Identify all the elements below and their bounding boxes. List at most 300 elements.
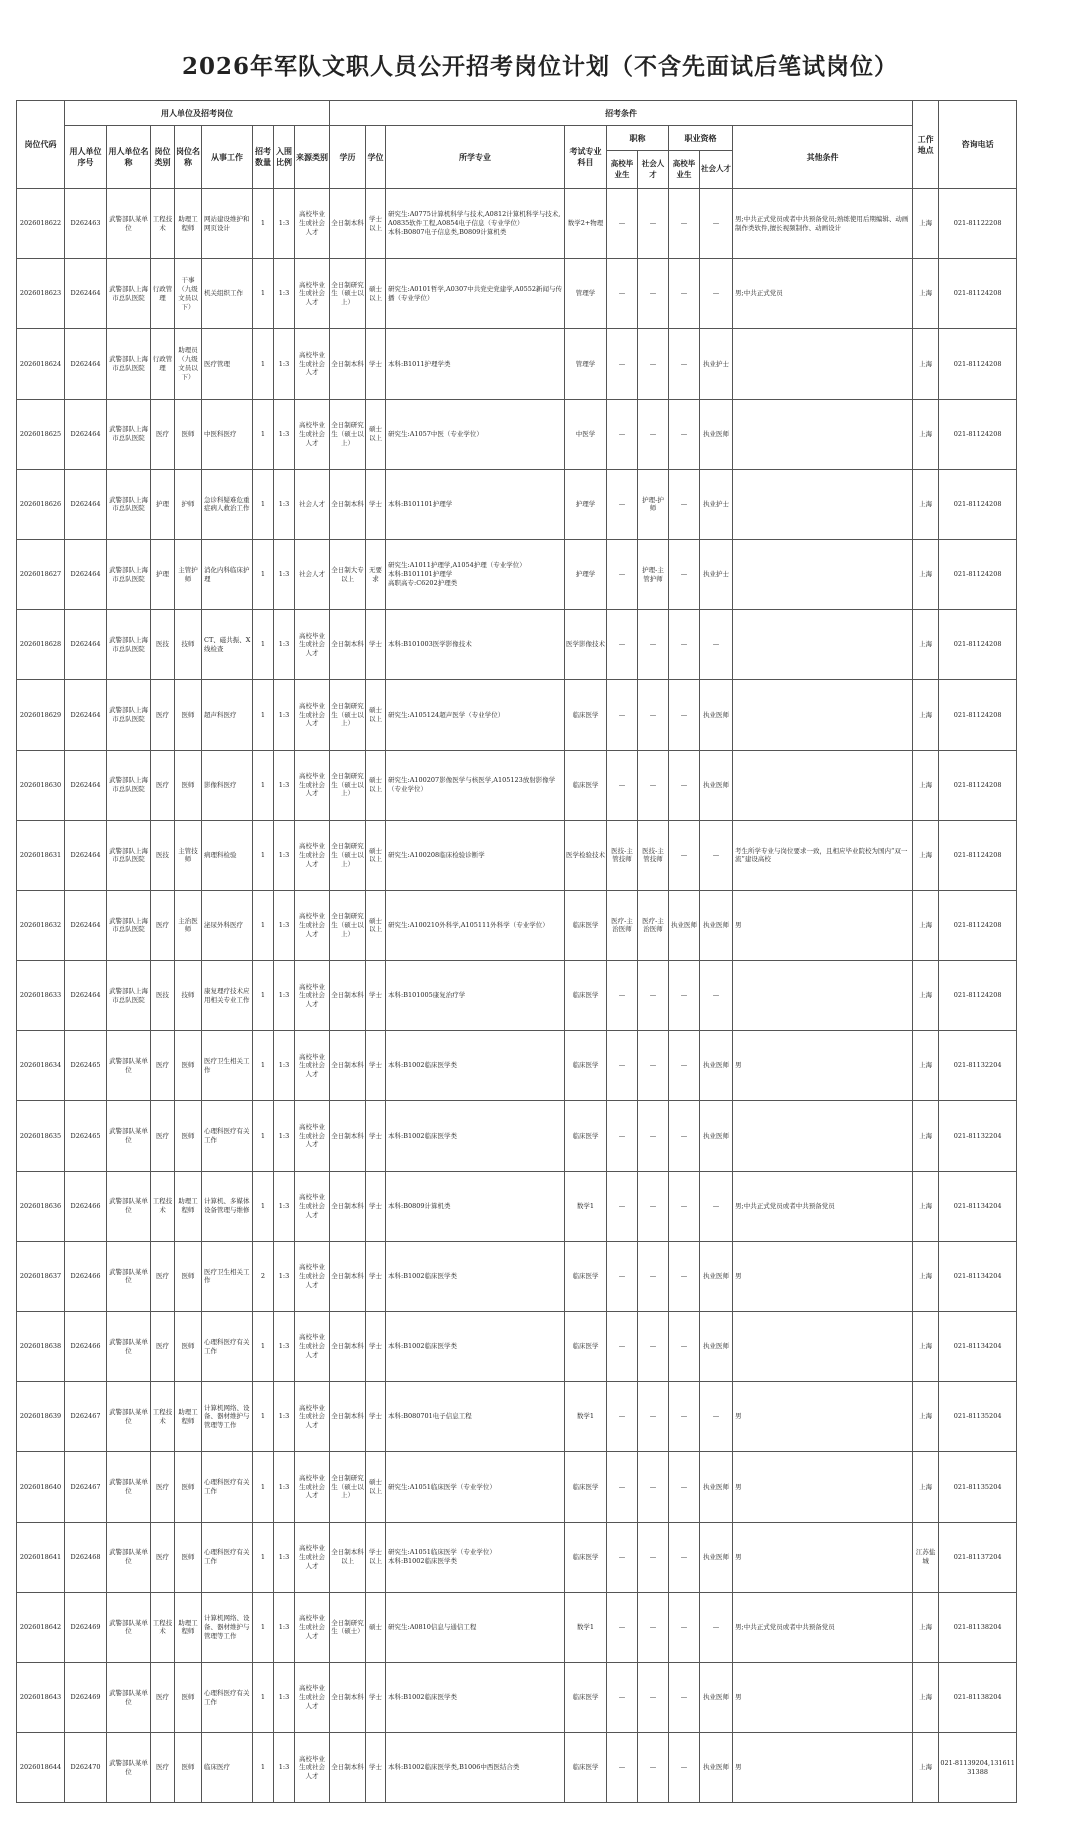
cell-title-social: 护理-主管护师	[638, 539, 669, 609]
cell-number: 1	[253, 1312, 274, 1382]
cell-unit-name: 武警部队某单位	[107, 189, 151, 259]
cell-qual-social: 执业医师	[700, 399, 733, 469]
cell-source: 高校毕业生或社会人才	[295, 1733, 330, 1803]
cell-place: 上海	[913, 1592, 939, 1662]
cell-qual-grad: —	[669, 961, 700, 1031]
cell-phone: 021-81124208	[939, 469, 1017, 539]
cell-ratio: 1:3	[274, 1312, 295, 1382]
cell-work: 临床医疗	[202, 1733, 253, 1803]
cell-work: 医疗卫生相关工作	[202, 1031, 253, 1101]
cell-code: 2026018630	[17, 750, 65, 820]
cell-unit-no: D262464	[65, 961, 107, 1031]
cell-position: 医师	[175, 750, 202, 820]
cell-number: 1	[253, 1662, 274, 1732]
cell-degree: 硕士以上	[366, 259, 386, 329]
cell-phone: 021-81134204	[939, 1241, 1017, 1311]
cell-degree: 学士	[366, 1662, 386, 1732]
cell-education: 全日制本科	[330, 1382, 366, 1452]
cell-number: 1	[253, 1733, 274, 1803]
cell-degree: 学士	[366, 329, 386, 399]
cell-ratio: 1:3	[274, 329, 295, 399]
cell-degree: 学士以上	[366, 189, 386, 259]
cell-title-grad: —	[607, 259, 638, 329]
cell-source: 高校毕业生或社会人才	[295, 890, 330, 960]
cell-qual-grad: —	[669, 1312, 700, 1382]
cell-code: 2026018632	[17, 890, 65, 960]
cell-category: 医疗	[151, 1101, 175, 1171]
table-row	[17, 1592, 1017, 1662]
cell-phone: 021-81138204	[939, 1592, 1017, 1662]
cell-qual-grad: —	[669, 1522, 700, 1592]
cell-title-social: —	[638, 961, 669, 1031]
cell-number: 1	[253, 1592, 274, 1662]
cell-major: 研究生:A0101哲学,A0307中共党史党建学,A0552新闻与传播（专业学位）	[386, 259, 565, 329]
cell-title-grad: —	[607, 189, 638, 259]
cell-degree: 学士	[366, 1733, 386, 1803]
cell-major: 本科:B1002临床医学类	[386, 1312, 565, 1382]
cell-phone: 021-81138204	[939, 1662, 1017, 1732]
cell-other: 男;中共正式党员或者中共预备党员;熟练使用后期编辑、动画制作类软件,擅长视频制作、动画设计	[733, 189, 913, 259]
cell-phone: 021-81134204	[939, 1312, 1017, 1382]
col-position: 岗位名称	[175, 126, 202, 189]
cell-title-social: 医疗-主治医师	[638, 890, 669, 960]
cell-unit-name: 武警部队上海市总队医院	[107, 680, 151, 750]
cell-place: 上海	[913, 399, 939, 469]
cell-qual-grad: —	[669, 1452, 700, 1522]
cell-phone: 021-81124208	[939, 539, 1017, 609]
col-subject: 考试专业科目	[565, 126, 607, 189]
cell-major: 研究生:A100208临床检验诊断学	[386, 820, 565, 890]
cell-degree: 硕士以上	[366, 750, 386, 820]
col-unit-no: 用人单位序号	[65, 126, 107, 189]
cell-unit-name: 武警部队上海市总队医院	[107, 329, 151, 399]
cell-unit-no: D262465	[65, 1101, 107, 1171]
cell-place: 上海	[913, 820, 939, 890]
cell-ratio: 1:3	[274, 399, 295, 469]
cell-qual-grad: —	[669, 399, 700, 469]
col-major: 所学专业	[386, 126, 565, 189]
table-row	[17, 680, 1017, 750]
cell-title-social: —	[638, 1662, 669, 1732]
cell-qual-social: 执业医师	[700, 1312, 733, 1382]
cell-ratio: 1:3	[274, 469, 295, 539]
cell-ratio: 1:3	[274, 610, 295, 680]
cell-qual-social: 执业医师	[700, 1101, 733, 1171]
cell-degree: 学士	[366, 610, 386, 680]
cell-education: 全日制研究生（硕士以上）	[330, 820, 366, 890]
cell-qual-grad: —	[669, 1592, 700, 1662]
cell-major: 研究生:A1051临床医学（专业学位）	[386, 1452, 565, 1522]
cell-code: 2026018638	[17, 1312, 65, 1382]
cell-code: 2026018626	[17, 469, 65, 539]
cell-education: 全日制研究生（硕士以上）	[330, 399, 366, 469]
cell-unit-no: D262464	[65, 539, 107, 609]
cell-place: 上海	[913, 750, 939, 820]
cell-other: 男	[733, 1662, 913, 1732]
cell-category: 工程技术	[151, 1592, 175, 1662]
cell-qual-social: —	[700, 820, 733, 890]
cell-title-grad: —	[607, 1101, 638, 1171]
cell-other: 男;中共正式党员或者中共预备党员	[733, 1592, 913, 1662]
cell-code: 2026018642	[17, 1592, 65, 1662]
cell-phone: 021-81135204	[939, 1382, 1017, 1452]
cell-unit-name: 武警部队上海市总队医院	[107, 610, 151, 680]
cell-work: 心理科医疗有关工作	[202, 1522, 253, 1592]
table-row	[17, 750, 1017, 820]
cell-ratio: 1:3	[274, 1662, 295, 1732]
cell-degree: 学士	[366, 1031, 386, 1101]
cell-code: 2026018631	[17, 820, 65, 890]
cell-position: 医师	[175, 1662, 202, 1732]
cell-source: 高校毕业生或社会人才	[295, 1382, 330, 1452]
cell-qual-social: 执业医师	[700, 1452, 733, 1522]
cell-work: 超声科医疗	[202, 680, 253, 750]
cell-category: 医疗	[151, 890, 175, 960]
table-row	[17, 539, 1017, 609]
cell-degree: 学士以上	[366, 1522, 386, 1592]
cell-title-social: —	[638, 1312, 669, 1382]
cell-unit-no: D262463	[65, 189, 107, 259]
cell-phone: 021-81139204,13161131388	[939, 1733, 1017, 1803]
cell-source: 高校毕业生或社会人才	[295, 1031, 330, 1101]
cell-other: 男	[733, 1382, 913, 1452]
page-title: 2026年军队文职人员公开招考岗位计划（不含先面试后笔试岗位）	[181, 53, 898, 80]
cell-subject: 数学2+物理	[565, 189, 607, 259]
table-row	[17, 961, 1017, 1031]
cell-degree: 硕士以上	[366, 820, 386, 890]
cell-education: 全日制本科	[330, 1241, 366, 1311]
col-number: 招考数量	[253, 126, 274, 189]
table-row	[17, 1662, 1017, 1732]
cell-title-grad: —	[607, 750, 638, 820]
table-body	[17, 189, 1017, 1803]
cell-qual-grad: —	[669, 189, 700, 259]
cell-other: 考生所学专业与岗位要求一致，且相应毕业院校为国内“双一流”建设高校	[733, 820, 913, 890]
cell-other	[733, 961, 913, 1031]
cell-qual-social: —	[700, 1382, 733, 1452]
table-row	[17, 890, 1017, 960]
cell-title-grad: —	[607, 1733, 638, 1803]
cell-category: 行政管理	[151, 259, 175, 329]
table-row	[17, 1522, 1017, 1592]
cell-qual-social: 执业医师	[700, 750, 733, 820]
cell-work: 消化内科临床护理	[202, 539, 253, 609]
cell-position: 助理员（九级文员以下）	[175, 329, 202, 399]
cell-title-social: —	[638, 1733, 669, 1803]
cell-place: 上海	[913, 1101, 939, 1171]
cell-degree: 学士	[366, 1382, 386, 1452]
cell-source: 高校毕业生或社会人才	[295, 399, 330, 469]
cell-subject: 管理学	[565, 259, 607, 329]
cell-subject: 临床医学	[565, 1452, 607, 1522]
cell-place: 上海	[913, 961, 939, 1031]
cell-code: 2026018635	[17, 1101, 65, 1171]
cell-unit-name: 武警部队某单位	[107, 1382, 151, 1452]
cell-education: 全日制本科	[330, 610, 366, 680]
cell-source: 高校毕业生或社会人才	[295, 1592, 330, 1662]
cell-position: 助理工程师	[175, 1171, 202, 1241]
cell-other: 男	[733, 1733, 913, 1803]
cell-title-grad: —	[607, 539, 638, 609]
recruitment-table	[16, 100, 1017, 1803]
cell-position: 医师	[175, 1241, 202, 1311]
cell-place: 上海	[913, 1241, 939, 1311]
cell-qual-grad: —	[669, 1101, 700, 1171]
cell-education: 全日制研究生（硕士）	[330, 1592, 366, 1662]
col-place: 工作地点	[913, 101, 939, 189]
cell-position: 医师	[175, 1452, 202, 1522]
cell-qual-social: —	[700, 189, 733, 259]
cell-position: 助理工程师	[175, 189, 202, 259]
group-qualification: 职业资格	[669, 126, 733, 151]
cell-subject: 护理学	[565, 469, 607, 539]
col-qual-social: 社会人才	[700, 151, 733, 189]
table-row	[17, 1733, 1017, 1803]
cell-number: 1	[253, 680, 274, 750]
cell-title-grad: —	[607, 329, 638, 399]
cell-other	[733, 610, 913, 680]
cell-other: 男	[733, 890, 913, 960]
cell-degree: 学士	[366, 469, 386, 539]
cell-title-grad: —	[607, 399, 638, 469]
cell-title-social: —	[638, 1241, 669, 1311]
cell-qual-grad: —	[669, 750, 700, 820]
cell-major: 研究生:A105124超声医学（专业学位）	[386, 680, 565, 750]
cell-qual-grad: —	[669, 469, 700, 539]
cell-unit-name: 武警部队上海市总队医院	[107, 820, 151, 890]
cell-ratio: 1:3	[274, 1733, 295, 1803]
cell-ratio: 1:3	[274, 680, 295, 750]
cell-other: 男;中共正式党员	[733, 259, 913, 329]
cell-qual-social: 执业医师	[700, 1241, 733, 1311]
table-row	[17, 1171, 1017, 1241]
cell-other	[733, 539, 913, 609]
cell-title-grad: —	[607, 1241, 638, 1311]
cell-education: 全日制本科	[330, 961, 366, 1031]
cell-subject: 临床医学	[565, 1733, 607, 1803]
cell-unit-name: 武警部队某单位	[107, 1241, 151, 1311]
cell-source: 高校毕业生或社会人才	[295, 961, 330, 1031]
cell-number: 1	[253, 469, 274, 539]
cell-source: 高校毕业生或社会人才	[295, 1452, 330, 1522]
cell-number: 1	[253, 1522, 274, 1592]
cell-qual-social: —	[700, 1171, 733, 1241]
cell-subject: 临床医学	[565, 1662, 607, 1732]
cell-position: 医师	[175, 1101, 202, 1171]
cell-number: 1	[253, 1101, 274, 1171]
cell-work: 影像科医疗	[202, 750, 253, 820]
cell-work: 心理科医疗有关工作	[202, 1452, 253, 1522]
cell-code: 2026018623	[17, 259, 65, 329]
cell-place: 上海	[913, 1662, 939, 1732]
group-title: 职称	[607, 126, 669, 151]
cell-number: 1	[253, 259, 274, 329]
cell-title-grad: —	[607, 680, 638, 750]
cell-unit-no: D262466	[65, 1171, 107, 1241]
cell-subject: 医学检验技术	[565, 820, 607, 890]
cell-title-social: —	[638, 1171, 669, 1241]
table-row	[17, 1031, 1017, 1101]
cell-unit-name: 武警部队上海市总队医院	[107, 961, 151, 1031]
cell-unit-no: D262464	[65, 259, 107, 329]
cell-title-social: —	[638, 1592, 669, 1662]
cell-qual-grad: —	[669, 539, 700, 609]
cell-qual-grad: —	[669, 259, 700, 329]
cell-phone: 021-81124208	[939, 399, 1017, 469]
cell-other: 男	[733, 1452, 913, 1522]
cell-unit-no: D262465	[65, 1031, 107, 1101]
cell-unit-name: 武警部队上海市总队医院	[107, 539, 151, 609]
cell-qual-grad: 执业医师	[669, 890, 700, 960]
cell-subject: 数学1	[565, 1171, 607, 1241]
cell-code: 2026018625	[17, 399, 65, 469]
col-source: 来源类别	[295, 126, 330, 189]
cell-other	[733, 329, 913, 399]
cell-subject: 临床医学	[565, 1031, 607, 1101]
cell-code: 2026018622	[17, 189, 65, 259]
cell-code: 2026018644	[17, 1733, 65, 1803]
cell-category: 医技	[151, 610, 175, 680]
cell-title-grad: —	[607, 1592, 638, 1662]
cell-subject: 临床医学	[565, 680, 607, 750]
cell-phone: 021-81132204	[939, 1101, 1017, 1171]
cell-code: 2026018624	[17, 329, 65, 399]
cell-qual-social: 执业医师	[700, 1031, 733, 1101]
cell-work: 机关组织工作	[202, 259, 253, 329]
table-row	[17, 820, 1017, 890]
col-degree: 学位	[366, 126, 386, 189]
cell-position: 主管技师	[175, 820, 202, 890]
cell-category: 医技	[151, 820, 175, 890]
cell-code: 2026018643	[17, 1662, 65, 1732]
cell-unit-name: 武警部队某单位	[107, 1031, 151, 1101]
cell-title-grad: —	[607, 1171, 638, 1241]
cell-degree: 学士	[366, 961, 386, 1031]
col-category: 岗位类别	[151, 126, 175, 189]
cell-education: 全日制本科	[330, 1733, 366, 1803]
cell-qual-grad: —	[669, 820, 700, 890]
cell-category: 医疗	[151, 1522, 175, 1592]
cell-code: 2026018633	[17, 961, 65, 1031]
cell-place: 上海	[913, 1171, 939, 1241]
cell-unit-name: 武警部队某单位	[107, 1452, 151, 1522]
cell-title-social: —	[638, 1382, 669, 1452]
table-row	[17, 610, 1017, 680]
cell-work: 心理科医疗有关工作	[202, 1662, 253, 1732]
cell-education: 全日制本科以上	[330, 1522, 366, 1592]
cell-major: 本科:B101005康复治疗学	[386, 961, 565, 1031]
cell-education: 全日制本科	[330, 189, 366, 259]
table-row	[17, 329, 1017, 399]
cell-degree: 硕士	[366, 1592, 386, 1662]
group-conditions: 招考条件	[330, 101, 913, 126]
group-unit: 用人单位及招考岗位	[65, 101, 330, 126]
cell-major: 本科:B1002临床医学类,B1006中西医结合类	[386, 1733, 565, 1803]
cell-title-social: 医技-主管技师	[638, 820, 669, 890]
cell-major: 研究生:A0775计算机科学与技术,A0812计算机科学与技术,A0835软件工程,A0854电子信息（专业学位） 本科:B0807电子信息类,B0809计算机类	[386, 189, 565, 259]
table-row	[17, 1312, 1017, 1382]
cell-place: 上海	[913, 1312, 939, 1382]
cell-degree: 硕士以上	[366, 1452, 386, 1522]
cell-qual-social: 执业护士	[700, 539, 733, 609]
cell-work: 心理科医疗有关工作	[202, 1101, 253, 1171]
col-phone: 咨询电话	[939, 101, 1017, 189]
cell-category: 护理	[151, 469, 175, 539]
cell-position: 主管护师	[175, 539, 202, 609]
cell-category: 医疗	[151, 1662, 175, 1732]
cell-title-grad: 医技-主管技师	[607, 820, 638, 890]
cell-code: 2026018637	[17, 1241, 65, 1311]
cell-title-social: 护理-护师	[638, 469, 669, 539]
cell-other	[733, 1101, 913, 1171]
cell-qual-social: 执业护士	[700, 329, 733, 399]
cell-phone: 021-81124208	[939, 259, 1017, 329]
cell-source: 高校毕业生或社会人才	[295, 259, 330, 329]
cell-title-grad: —	[607, 1662, 638, 1732]
cell-title-social: —	[638, 399, 669, 469]
cell-source: 高校毕业生或社会人才	[295, 1522, 330, 1592]
cell-unit-name: 武警部队某单位	[107, 1733, 151, 1803]
cell-subject: 医学影像技术	[565, 610, 607, 680]
cell-qual-social: —	[700, 259, 733, 329]
cell-title-grad: —	[607, 610, 638, 680]
cell-work: 康复理疗技术应用相关专业工作	[202, 961, 253, 1031]
cell-unit-no: D262464	[65, 399, 107, 469]
cell-unit-name: 武警部队某单位	[107, 1592, 151, 1662]
cell-position: 医师	[175, 1312, 202, 1382]
cell-subject: 数学1	[565, 1592, 607, 1662]
cell-position: 医师	[175, 399, 202, 469]
cell-major: 本科:B1002临床医学类	[386, 1662, 565, 1732]
cell-code: 2026018636	[17, 1171, 65, 1241]
cell-source: 高校毕业生或社会人才	[295, 820, 330, 890]
cell-degree: 硕士以上	[366, 399, 386, 469]
cell-number: 1	[253, 1031, 274, 1101]
cell-title-social: —	[638, 259, 669, 329]
cell-unit-no: D262464	[65, 329, 107, 399]
col-ratio: 入围比例	[274, 126, 295, 189]
cell-qual-grad: —	[669, 1171, 700, 1241]
cell-phone: 021-81132204	[939, 1031, 1017, 1101]
cell-work: 病理科检验	[202, 820, 253, 890]
cell-place: 上海	[913, 539, 939, 609]
cell-work: 心理科医疗有关工作	[202, 1312, 253, 1382]
cell-education: 全日制研究生（硕士以上）	[330, 680, 366, 750]
cell-unit-no: D262467	[65, 1452, 107, 1522]
cell-unit-no: D262464	[65, 890, 107, 960]
cell-title-social: —	[638, 189, 669, 259]
cell-degree: 学士	[366, 1171, 386, 1241]
cell-category: 医疗	[151, 1031, 175, 1101]
cell-qual-grad: —	[669, 1031, 700, 1101]
cell-other: 男	[733, 1241, 913, 1311]
table-row	[17, 1241, 1017, 1311]
cell-unit-name: 武警部队某单位	[107, 1171, 151, 1241]
cell-major: 研究生:A0810信息与通信工程	[386, 1592, 565, 1662]
table-row	[17, 1382, 1017, 1452]
cell-ratio: 1:3	[274, 1382, 295, 1452]
cell-work: 计算机网络、设备、器材维护与管理等工作	[202, 1592, 253, 1662]
cell-education: 全日制本科	[330, 1171, 366, 1241]
cell-source: 高校毕业生或社会人才	[295, 189, 330, 259]
cell-subject: 管理学	[565, 329, 607, 399]
cell-subject: 数学1	[565, 1382, 607, 1452]
cell-ratio: 1:3	[274, 189, 295, 259]
cell-source: 高校毕业生或社会人才	[295, 750, 330, 820]
cell-ratio: 1:3	[274, 1171, 295, 1241]
cell-place: 上海	[913, 189, 939, 259]
cell-source: 高校毕业生或社会人才	[295, 610, 330, 680]
